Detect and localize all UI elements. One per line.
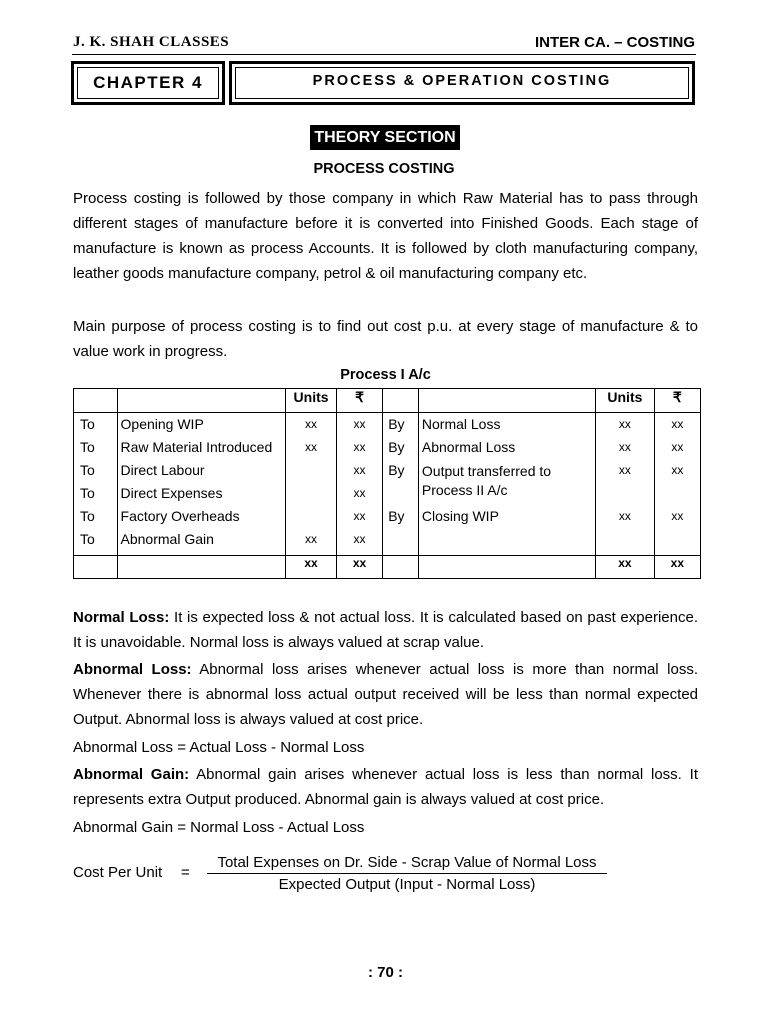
credit-particular: Output transferred to	[421, 463, 552, 479]
credit-units-spacer	[596, 482, 654, 505]
credit-prefix: By	[388, 439, 405, 455]
debit-units	[286, 482, 336, 505]
abnormal-gain-text: Abnormal gain arises whenever actual loss is less than normal loss. It represents extra Output produced. Abnormal gain is always valued at cost price.	[73, 766, 698, 808]
total-amount-dr: xx	[336, 556, 382, 579]
credit-units: xx	[618, 417, 631, 431]
header-rule	[72, 54, 696, 55]
abnormal-gain-term: Abnormal Gain:	[73, 766, 190, 783]
credit-particular: Process II A/c	[421, 482, 508, 498]
credit-amount-column	[654, 413, 700, 556]
debit-prefix: To	[80, 462, 95, 478]
rupee-header-cr: ₹	[654, 389, 700, 413]
debit-prefix: To	[80, 531, 95, 547]
credit-units-column	[596, 413, 655, 556]
debit-amount: xx	[353, 532, 366, 546]
debit-amount: xx	[353, 440, 366, 454]
units-header-dr: Units	[286, 389, 337, 413]
table-header-row	[74, 389, 701, 413]
intro-paragraph-2	[73, 314, 698, 364]
debit-particular: Direct Expenses	[120, 485, 223, 501]
debit-units	[286, 505, 336, 528]
credit-amount-spacer	[655, 482, 700, 505]
credit-particular: Abnormal Loss	[421, 439, 516, 455]
units-header-cr: Units	[596, 389, 655, 413]
header-blank-cell	[74, 389, 118, 413]
credit-prefix: By	[388, 508, 405, 524]
credit-particular: Normal Loss	[421, 416, 501, 432]
debit-particular: Abnormal Gain	[120, 531, 214, 547]
chapter-label-box	[71, 61, 225, 105]
chapter-title: PROCESS & OPERATION COSTING	[235, 67, 689, 99]
section-subheading: PROCESS COSTING	[313, 161, 455, 177]
debit-particular: Opening WIP	[120, 416, 204, 432]
debit-particular: Factory Overheads	[120, 508, 240, 524]
credit-amount: xx	[671, 509, 684, 523]
credit-prefix: By	[388, 462, 405, 478]
debit-particulars-column	[117, 413, 286, 556]
debit-amount: xx	[353, 486, 366, 500]
credit-prefix-column	[383, 413, 419, 556]
header-blank-cell	[117, 389, 286, 413]
total-units-cr: xx	[596, 556, 655, 579]
debit-amount: xx	[353, 417, 366, 431]
debit-prefix: To	[80, 439, 95, 455]
abnormal-gain-definition	[73, 762, 698, 812]
total-blank-cell	[383, 556, 419, 579]
formula-denominator: Expected Output (Input - Normal Loss)	[278, 876, 536, 893]
credit-amount: xx	[671, 463, 684, 477]
page-number: : 70 :	[367, 964, 403, 981]
credit-prefix: By	[388, 416, 405, 432]
credit-amount: xx	[671, 417, 684, 431]
header-blank-cell	[418, 389, 595, 413]
table-total-row	[74, 556, 701, 579]
intro-text-1: Process costing is followed by those company in which Raw Material has to pass through different stages of manufacture before it is converted into Finished Goods. Each stage of manufacture is known as process Accounts. It is followed by cloth manufacturing company, leather goods manufacture company, petrol & oil manufacturing company etc.	[73, 190, 698, 282]
intro-paragraph-1	[73, 186, 698, 286]
debit-units-column	[286, 413, 337, 556]
equals-sign: =	[181, 864, 190, 881]
abnormal-loss-term: Abnormal Loss:	[73, 661, 192, 678]
credit-particulars-column	[418, 413, 595, 556]
process-account-table	[73, 388, 701, 579]
abnormal-loss-formula: Abnormal Loss = Actual Loss - Normal Loss	[73, 739, 365, 756]
credit-amount: xx	[671, 440, 684, 454]
account-caption: Process I A/c	[340, 367, 431, 383]
debit-prefix: To	[80, 416, 95, 432]
institute-name: J. K. SHAH CLASSES	[73, 34, 230, 50]
credit-prefix-spacer	[388, 482, 418, 505]
abnormal-loss-definition	[73, 657, 698, 732]
debit-prefix-column	[74, 413, 118, 556]
theory-section-badge: THEORY SECTION	[310, 125, 460, 150]
debit-particular: Direct Labour	[120, 462, 205, 478]
debit-units: xx	[305, 532, 318, 546]
cost-per-unit-fraction	[207, 854, 607, 893]
credit-units: xx	[618, 463, 631, 477]
credit-units: xx	[618, 509, 631, 523]
intro-text-2: Main purpose of process costing is to find out cost p.u. at every stage of manufacture & to value work in progress.	[73, 318, 698, 360]
debit-units	[286, 459, 336, 482]
course-name: INTER CA. – COSTING	[534, 34, 695, 51]
header-blank-cell	[383, 389, 419, 413]
normal-loss-text: It is expected loss & not actual loss. It is calculated based on past experience. It is unavoidable. Normal loss is always valued at scrap value.	[73, 609, 698, 651]
debit-particular: Raw Material Introduced	[120, 439, 273, 455]
total-blank-cell	[418, 556, 595, 579]
formula-numerator: Total Expenses on Dr. Side - Scrap Value of Normal Loss	[207, 854, 607, 874]
debit-amount: xx	[353, 463, 366, 477]
debit-units: xx	[305, 440, 318, 454]
normal-loss-term: Normal Loss:	[73, 609, 170, 626]
debit-amount-column	[336, 413, 382, 556]
total-blank-cell	[74, 556, 118, 579]
table-body-row	[74, 413, 701, 556]
abnormal-loss-text: Abnormal loss arises whenever actual loss is more than normal loss. Whenever there is abnormal loss actual output received will be less than normal expected Output. Abnormal loss is always valued at cost price.	[73, 661, 698, 728]
chapter-label: CHAPTER 4	[77, 67, 219, 99]
debit-prefix: To	[80, 485, 95, 501]
debit-units: xx	[305, 417, 318, 431]
normal-loss-definition	[73, 605, 698, 655]
abnormal-gain-formula: Abnormal Gain = Normal Loss - Actual Loss	[73, 819, 365, 836]
chapter-title-box	[229, 61, 695, 105]
cost-per-unit-label: Cost Per Unit	[73, 864, 163, 881]
rupee-header-dr: ₹	[336, 389, 382, 413]
total-amount-cr: xx	[654, 556, 700, 579]
total-blank-cell	[117, 556, 286, 579]
credit-units: xx	[618, 440, 631, 454]
debit-amount: xx	[353, 509, 366, 523]
credit-particular: Closing WIP	[421, 508, 499, 524]
total-units-dr: xx	[286, 556, 337, 579]
credit-particular-multiline	[422, 459, 595, 505]
debit-prefix: To	[80, 508, 95, 524]
